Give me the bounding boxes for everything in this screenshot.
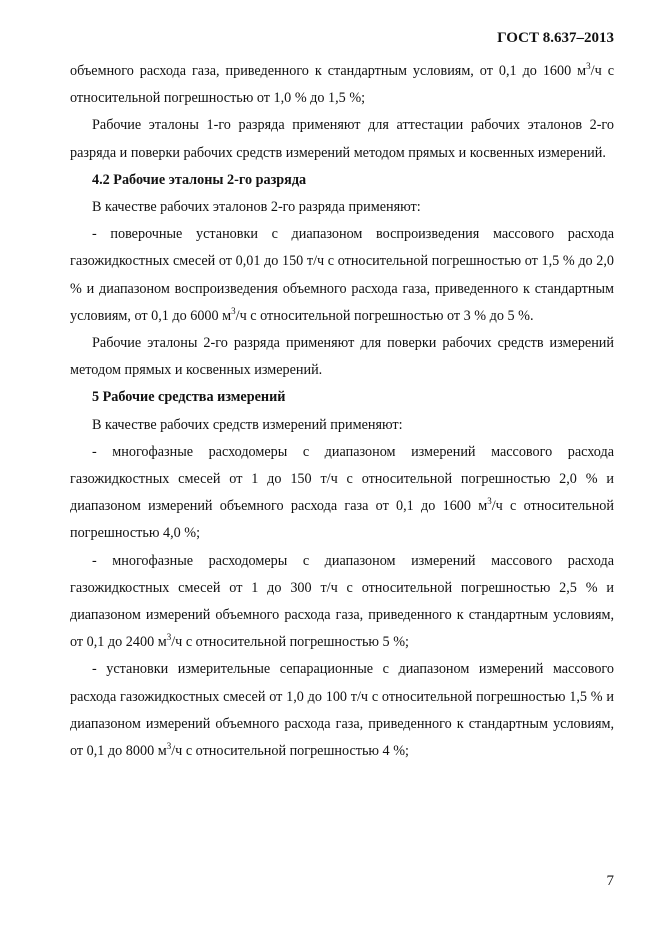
list-item-test-installations bbox=[70, 221, 614, 330]
superscript: 3 bbox=[487, 496, 492, 507]
text-run: - многофазные расходомеры с диапазоном измерений массового расхода газожидкостных смесей от 1 до 300 т/ч с относительной погрешностью 2,5 % и диапазоном измерений объемного расхода газа, приведенного к стандартным условиям, от 0,1 до 2400 м bbox=[70, 552, 614, 651]
paragraph-intro-level2: В качестве рабочих эталонов 2-го разряда применяют: bbox=[92, 199, 421, 216]
paragraph-level2-usage: Рабочие эталоны 2-го разряда применяют для поверки рабочих средств измерений методом прямых и косвенных измерений. bbox=[70, 335, 614, 379]
text-run: /ч с относительной погрешностью от 3 % до 5 %. bbox=[235, 307, 534, 324]
list-item-separation-units bbox=[70, 656, 614, 765]
text-run: - многофазные расходомеры с диапазоном измерений массового расхода газожидкостных смесей от 1 до 150 т/ч с относительной погрешностью 2,0 % и диапазоном измерений объемного расхода газа от 0,1 до 1600 м bbox=[70, 443, 614, 515]
text-run: /ч с относительной погрешностью 4,0 %; bbox=[70, 498, 614, 542]
text-run: /ч с относительной погрешностью от 1,0 % до 1,5 %; bbox=[70, 63, 614, 107]
text-run: /ч с относительной погрешностью 5 %; bbox=[171, 634, 409, 651]
superscript: 3 bbox=[166, 632, 172, 643]
paragraph-intro-working-instruments: В качестве рабочих средств измерений применяют: bbox=[92, 416, 403, 433]
page-number: 7 bbox=[606, 873, 614, 889]
superscript: 3 bbox=[586, 61, 591, 71]
text-run: объемного расхода газа, приведенного к стандартным условиям, от 0,1 до 1600 м bbox=[70, 63, 587, 79]
paragraph-level1-usage: Рабочие эталоны 1-го разряда применяют для аттестации рабочих эталонов 2-го разряда и поверки рабочих средств измерений методом прямых и косвенных измерений. bbox=[70, 117, 614, 161]
section-heading-4-2: 4.2 Рабочие эталоны 2-го разряда bbox=[92, 171, 307, 188]
superscript: 3 bbox=[166, 741, 172, 752]
paragraph-continuation bbox=[70, 58, 614, 112]
superscript: 3 bbox=[231, 305, 236, 316]
text-run: - поверочные установки с диапазоном воспроизведения массового расхода газожидкостных смесей от 0,01 до 150 т/ч с относительной погрешностью от 1,5 % до 2,0 % и диапазоном воспроизведения объемного расхода газа, приведенного к стандартным условиям, от 0,1 до 6000 м bbox=[70, 226, 614, 324]
section-heading-5: 5 Рабочие средства измерений bbox=[92, 389, 286, 406]
document-body bbox=[70, 58, 614, 765]
text-run: - установки измерительные сепарационные с диапазоном измерений массового расхода газожидкостных смесей от 1,0 до 100 т/ч с относительной погрешностью 1,5 % и диапазоном измерений объемного расхода газа, приведенного к стандартным условиям, от 0,1 до 8000 м bbox=[70, 661, 614, 760]
document-code: ГОСТ 8.637–2013 bbox=[497, 30, 614, 46]
list-item-multiphase-meters-150 bbox=[70, 439, 614, 548]
list-item-multiphase-meters-300 bbox=[70, 548, 614, 657]
text-run: /ч с относительной погрешностью 4 %; bbox=[171, 743, 409, 760]
